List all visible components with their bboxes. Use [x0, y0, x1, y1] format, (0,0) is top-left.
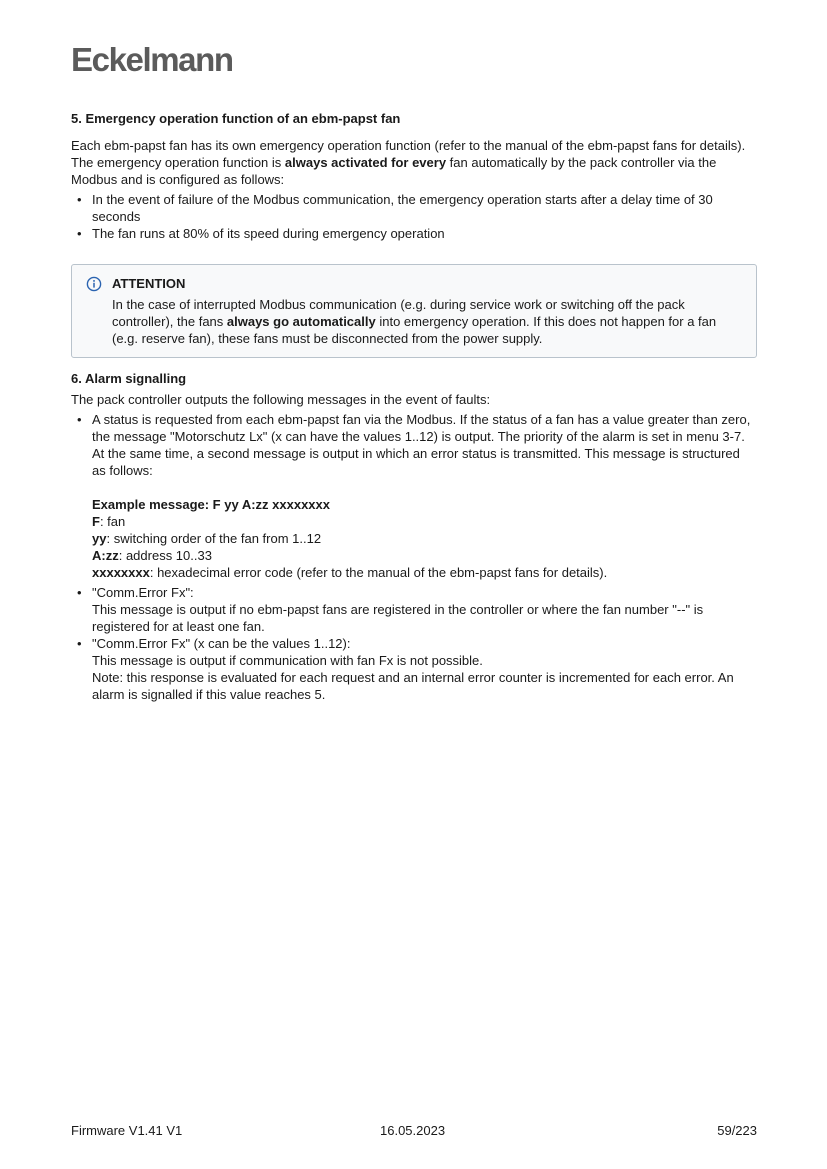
page-content	[71, 110, 757, 703]
attention-box	[71, 264, 757, 358]
footer-date: 16.05.2023	[380, 1123, 446, 1138]
example-key-x: xxxxxxxx	[92, 565, 150, 580]
section6-bullet-comm-error	[71, 584, 757, 635]
example-line-f	[92, 513, 757, 530]
attention-title: ATTENTION	[112, 276, 186, 291]
example-line-x	[92, 564, 757, 581]
status-bullet-line1: • A status is requested from each ebm-papst fan via the Modbus. If the status of a fan has a value greater than zero, the message "Motorschutz Lx" (x can have the values 1..12) is output. The priority of the alarm is set in menu 3-7.	[92, 412, 751, 444]
section5-bullet-delay: • In the event of failure of the Modbus communication, the emergency operation starts after a delay time of 30 seconds	[71, 191, 757, 225]
attention-body-bold: always go automatically	[226, 314, 376, 329]
example-key-yy: yy	[92, 531, 107, 546]
example-val-yy: : switching order of the fan from 1..12	[106, 531, 322, 546]
section6-intro: The pack controller outputs the following messages in the event of faults:	[71, 392, 491, 407]
section5-title: 5. Emergency operation function of an ebm-papst fan	[71, 111, 401, 126]
example-key-a: A:zz	[92, 548, 119, 563]
example-val-x: : hexadecimal error code (refer to the manual of the ebm-papst fans for details).	[149, 565, 608, 580]
section5-intro-bold: always activated for every	[284, 155, 447, 170]
info-icon	[86, 276, 102, 292]
section6-bullet-comm-error-fx	[71, 635, 757, 703]
example-key-f: F	[92, 514, 100, 529]
attention-body-text1: In the case of interrupted Modbus communication (e.g. during service work or switching off the pack controller), the fans	[112, 297, 685, 329]
company-logo: Eckelmann	[71, 41, 233, 78]
comm-error-line2: This message is output if no ebm-papst fans are registered in the controller or where the fan number "--" is registered for at least one fan.	[92, 602, 704, 634]
example-val-a: : address 10..33	[118, 548, 212, 563]
section5-intro-text1: Each ebm-papst fan has its own emergency operation function (refer to the manual of the ebm-papst fans for details). The emergency operation function is	[71, 138, 746, 170]
example-line-a	[92, 547, 757, 564]
section6-bullet-status	[71, 411, 757, 581]
example-message	[92, 496, 757, 581]
comm-error-fx-line2: This message is output if communication with fan Fx is not possible.	[92, 653, 483, 668]
example-line-yy	[92, 530, 757, 547]
comm-error-line1: • "Comm.Error Fx":	[92, 585, 194, 600]
comm-error-fx-line3: Note: this response is evaluated for each request and an internal error counter is incremented for each error. An alarm is signalled if this value reaches 5.	[92, 670, 734, 702]
attention-header	[86, 275, 742, 292]
section6-list	[71, 411, 757, 581]
attention-body	[86, 296, 742, 347]
section5-intro-text2: fan automatically by the pack controller via the Modbus and is configured as follows:	[71, 155, 717, 187]
section6-list-comm	[71, 584, 757, 703]
attention-body-text2: into emergency operation. If this does not happen for a fan (e.g. reserve fan), these fans must be disconnected from the power supply.	[112, 314, 717, 346]
section6-title: 6. Alarm signalling	[71, 371, 187, 386]
example-title: Example message: F yy A:zz xxxxxxxx	[92, 497, 330, 512]
section5-intro	[71, 137, 757, 188]
example-val-f: : fan	[99, 514, 126, 529]
footer-firmware: Firmware V1.41 V1	[71, 1123, 183, 1138]
footer-page-number: 59/223	[717, 1123, 757, 1138]
section5-list	[71, 191, 757, 242]
comm-error-fx-line1: • "Comm.Error Fx" (x can be the values 1..12):	[92, 636, 351, 651]
status-bullet-line2: At the same time, a second message is output in which an error status is transmitted. This message is structured as follows:	[92, 446, 740, 478]
section5-bullet-speed: • The fan runs at 80% of its speed during emergency operation	[71, 225, 757, 242]
